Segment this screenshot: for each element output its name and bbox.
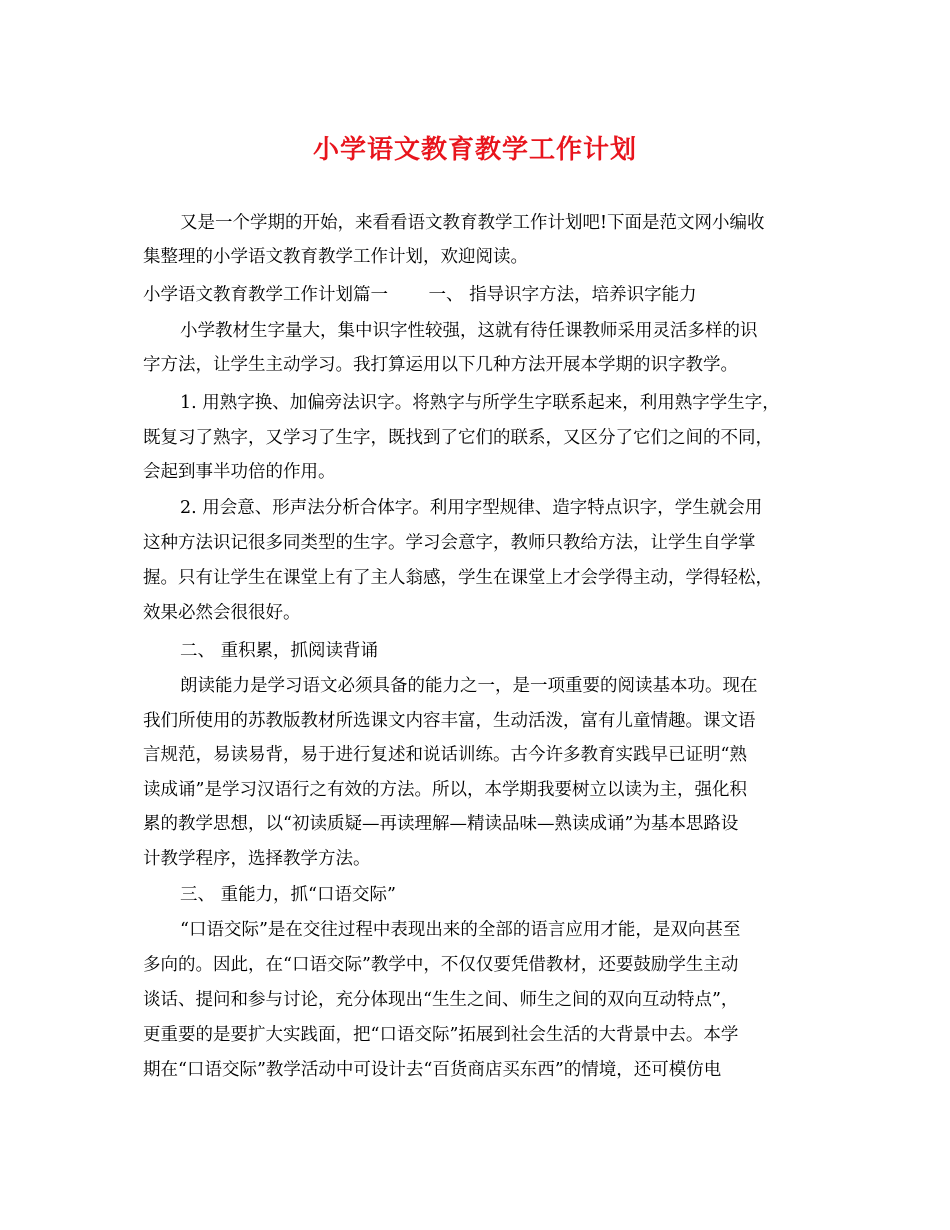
paragraph-line: 期在“口语交际”教学活动中可设计去“百货商店买东西”的情境，还可模仿电: [143, 1060, 722, 1080]
paragraph-line: 计教学程序，选择教学方法。: [143, 849, 371, 869]
section-heading-line: 三、 重能力，抓“口语交际”: [180, 885, 396, 905]
section-heading-line: 二、 重积累，抓阅读背诵: [180, 641, 379, 661]
section-heading-line: 小学语文教育教学工作计划篇一 一、 指导识字方法，培养识字能力: [143, 285, 697, 305]
paragraph-line: 握。只有让学生在课堂上有了主人翁感，学生在课堂上才会学得主动，学得轻松，: [143, 568, 773, 588]
paragraph-line: 既复习了熟字，又学习了生字，既找到了它们的联系，又区分了它们之间的不同，: [143, 428, 773, 448]
paragraph-line: 多向的。因此，在“口语交际”教学中，不仅仅要凭借教材，还要鼓励学生主动: [143, 955, 739, 975]
document-title: 小学语文教育教学工作计划: [312, 135, 637, 165]
paragraph-line: “口语交际”是在交往过程中表现出来的全部的语言应用才能，是双向甚至: [180, 920, 741, 940]
list-item-line: 2. 用会意、形声法分析合体字。利用字型规律、造字特点识字，学生就会用: [180, 498, 763, 518]
paragraph-line: 累的教学思想，以“初读质疑—再读理解—精读品味—熟读成诵”为基本思路设: [143, 814, 739, 834]
paragraph-line: 会起到事半功倍的作用。: [143, 462, 336, 482]
paragraph-line: 小学教材生字量大，集中识字性较强，这就有待任课教师采用灵活多样的识: [180, 321, 758, 341]
paragraph-line: 朗读能力是学习语文必须具备的能力之一，是一项重要的阅读基本功。现在: [180, 676, 758, 696]
paragraph-line: 我们所使用的苏教版教材所选课文内容丰富，生动活泼，富有儿童情趣。课文语: [143, 711, 756, 731]
paragraph-line: 效果必然会很很好。: [143, 603, 301, 623]
paragraph-line: 又是一个学期的开始，来看看语文教育教学工作计划吧!下面是范文网小编收: [180, 213, 765, 233]
paragraph-line: 字方法，让学生主动学习。我打算运用以下几种方法开展本学期的识字教学。: [143, 355, 738, 375]
paragraph-line: 读成诵”是学习汉语行之有效的方法。所以，本学期我要树立以读为主，强化积: [143, 780, 747, 800]
list-item-line: 1. 用熟字换、加偏旁法识字。将熟字与所学生字联系起来，利用熟字学生字，: [180, 393, 780, 413]
paragraph-line: 言规范，易读易背，易于进行复述和说话训练。古今许多教育实践早已证明“熟: [143, 745, 747, 765]
paragraph-line: 谈话、提问和参与讨论，充分体现出“生生之间、师生之间的双向互动特点”，: [143, 990, 739, 1010]
paragraph-line: 集整理的小学语文教育教学工作计划，欢迎阅读。: [143, 247, 528, 267]
paragraph-line: 更重要的是要扩大实践面，把“口语交际”拓展到社会生活的大背景中去。本学: [143, 1025, 739, 1045]
paragraph-line: 这种方法识记很多同类型的生字。学习会意字，教师只教给方法，让学生自学掌: [143, 533, 756, 553]
